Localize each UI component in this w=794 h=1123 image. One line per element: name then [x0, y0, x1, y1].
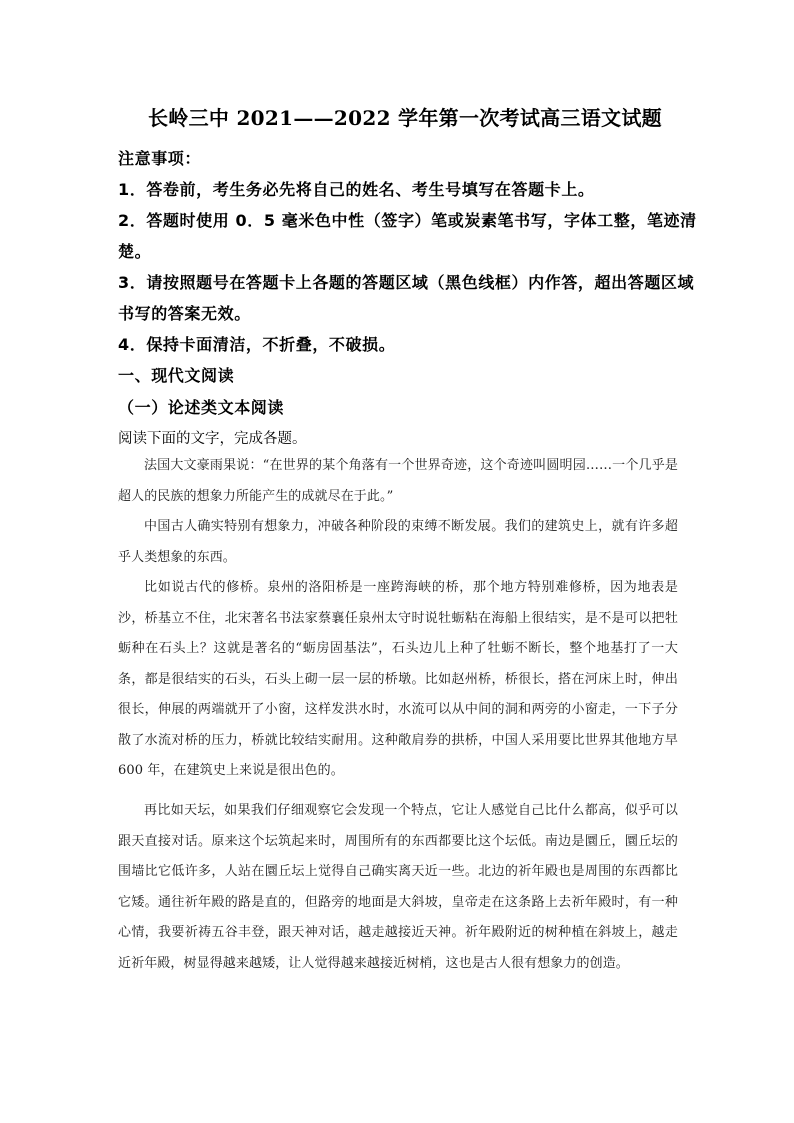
section-heading: 一、现代文阅读 — [118, 366, 235, 385]
notice-item-4: 4．保持卡面清洁，不折叠，不破损。 — [118, 335, 396, 354]
notice-heading: 注意事项： — [118, 149, 202, 168]
notice-item-2: 2．答题时使用 0．5 毫米色中性（签字）笔或炭素笔书写，字体工整，笔迹清 — [118, 211, 697, 230]
passage-paragraph-4: 再比如天坛，如果我们仔细观察它会发现一个特点，它让人感觉自己比什么都高，似乎可以跟天直接对话。原来这个坛筑起来时，周围所有的东西都要比这个坛低。南边是圜丘，圜丘坛的围墙比它低许多，人站在圜丘坛上觉得自己确实离天近一些。北边的祈年殿也是周围的东西都比它矮。通往祈年殿的路是直的，但路旁的地面是大斜坡，皇帝走在这条路上去祈年殿时，有一种心情，我要祈祷五谷丰登，跟天神对话，越走越接近天神。祈年殿附近的树种植在斜坡上，越走近祈年殿，树显得越来越矮，让人觉得越来越接近树梢，这也是古人很有想象力的创造。 — [118, 803, 678, 971]
document-title: 长岭三中 2021——2022 学年第一次考试高三语文试题 — [148, 106, 662, 130]
subsection-heading: （一）论述类文本阅读 — [118, 398, 285, 417]
notice-item-3-continued: 书写的答案无效。 — [118, 304, 251, 323]
passage-paragraph-2: 中国古人确实特别有想象力，冲破各种阶段的束缚不断发展。我们的建筑史上，就有许多超乎人类想象的东西。 — [118, 519, 678, 565]
notice-item-3: 3．请按照题号在答题卡上各题的答题区域（黑色线框）内作答，超出答题区域 — [118, 273, 695, 292]
passage-paragraph-3: 比如说古代的修桥。泉州的洛阳桥是一座跨海峡的桥，那个地方特别难修桥，因为地表是沙，桥基立不住，北宋著名书法家蔡襄任泉州太守时说牡蛎粘在海船上很结实，是不是可以把牡蛎种在石头上？这就是著名的“蛎房固基法”，石头边儿上种了牡蛎不断长，整个地基打了一大条，都是很结实的石头，石头上砌一层一层的桥墩。比如赵州桥，桥很长，搭在河床上时，伸出很长，伸展的两端就开了小窗，这样发洪水时，水流可以从中间的洞和两旁的小窗走，一下子分散了水流对桥的压力，桥就比较结实耐用。这种敞肩券的拱桥，中国人采用要比世界其他地方早 600 年，在建筑史上来说是很出色的。 — [118, 580, 678, 778]
notice-item-2-continued: 楚。 — [118, 242, 152, 261]
notice-item-1: 1．答卷前，考生务必先将自己的姓名、考生号填写在答题卡上。 — [118, 180, 595, 199]
reading-instruction: 阅读下面的文字，完成各题。 — [118, 431, 307, 447]
passage-paragraph-1: 法国大文豪雨果说：“在世界的某个角落有一个世界奇迹，这个奇迹叫圆明园……一个几乎是超人的民族的想象力所能产生的成就尽在于此。” — [118, 458, 678, 504]
